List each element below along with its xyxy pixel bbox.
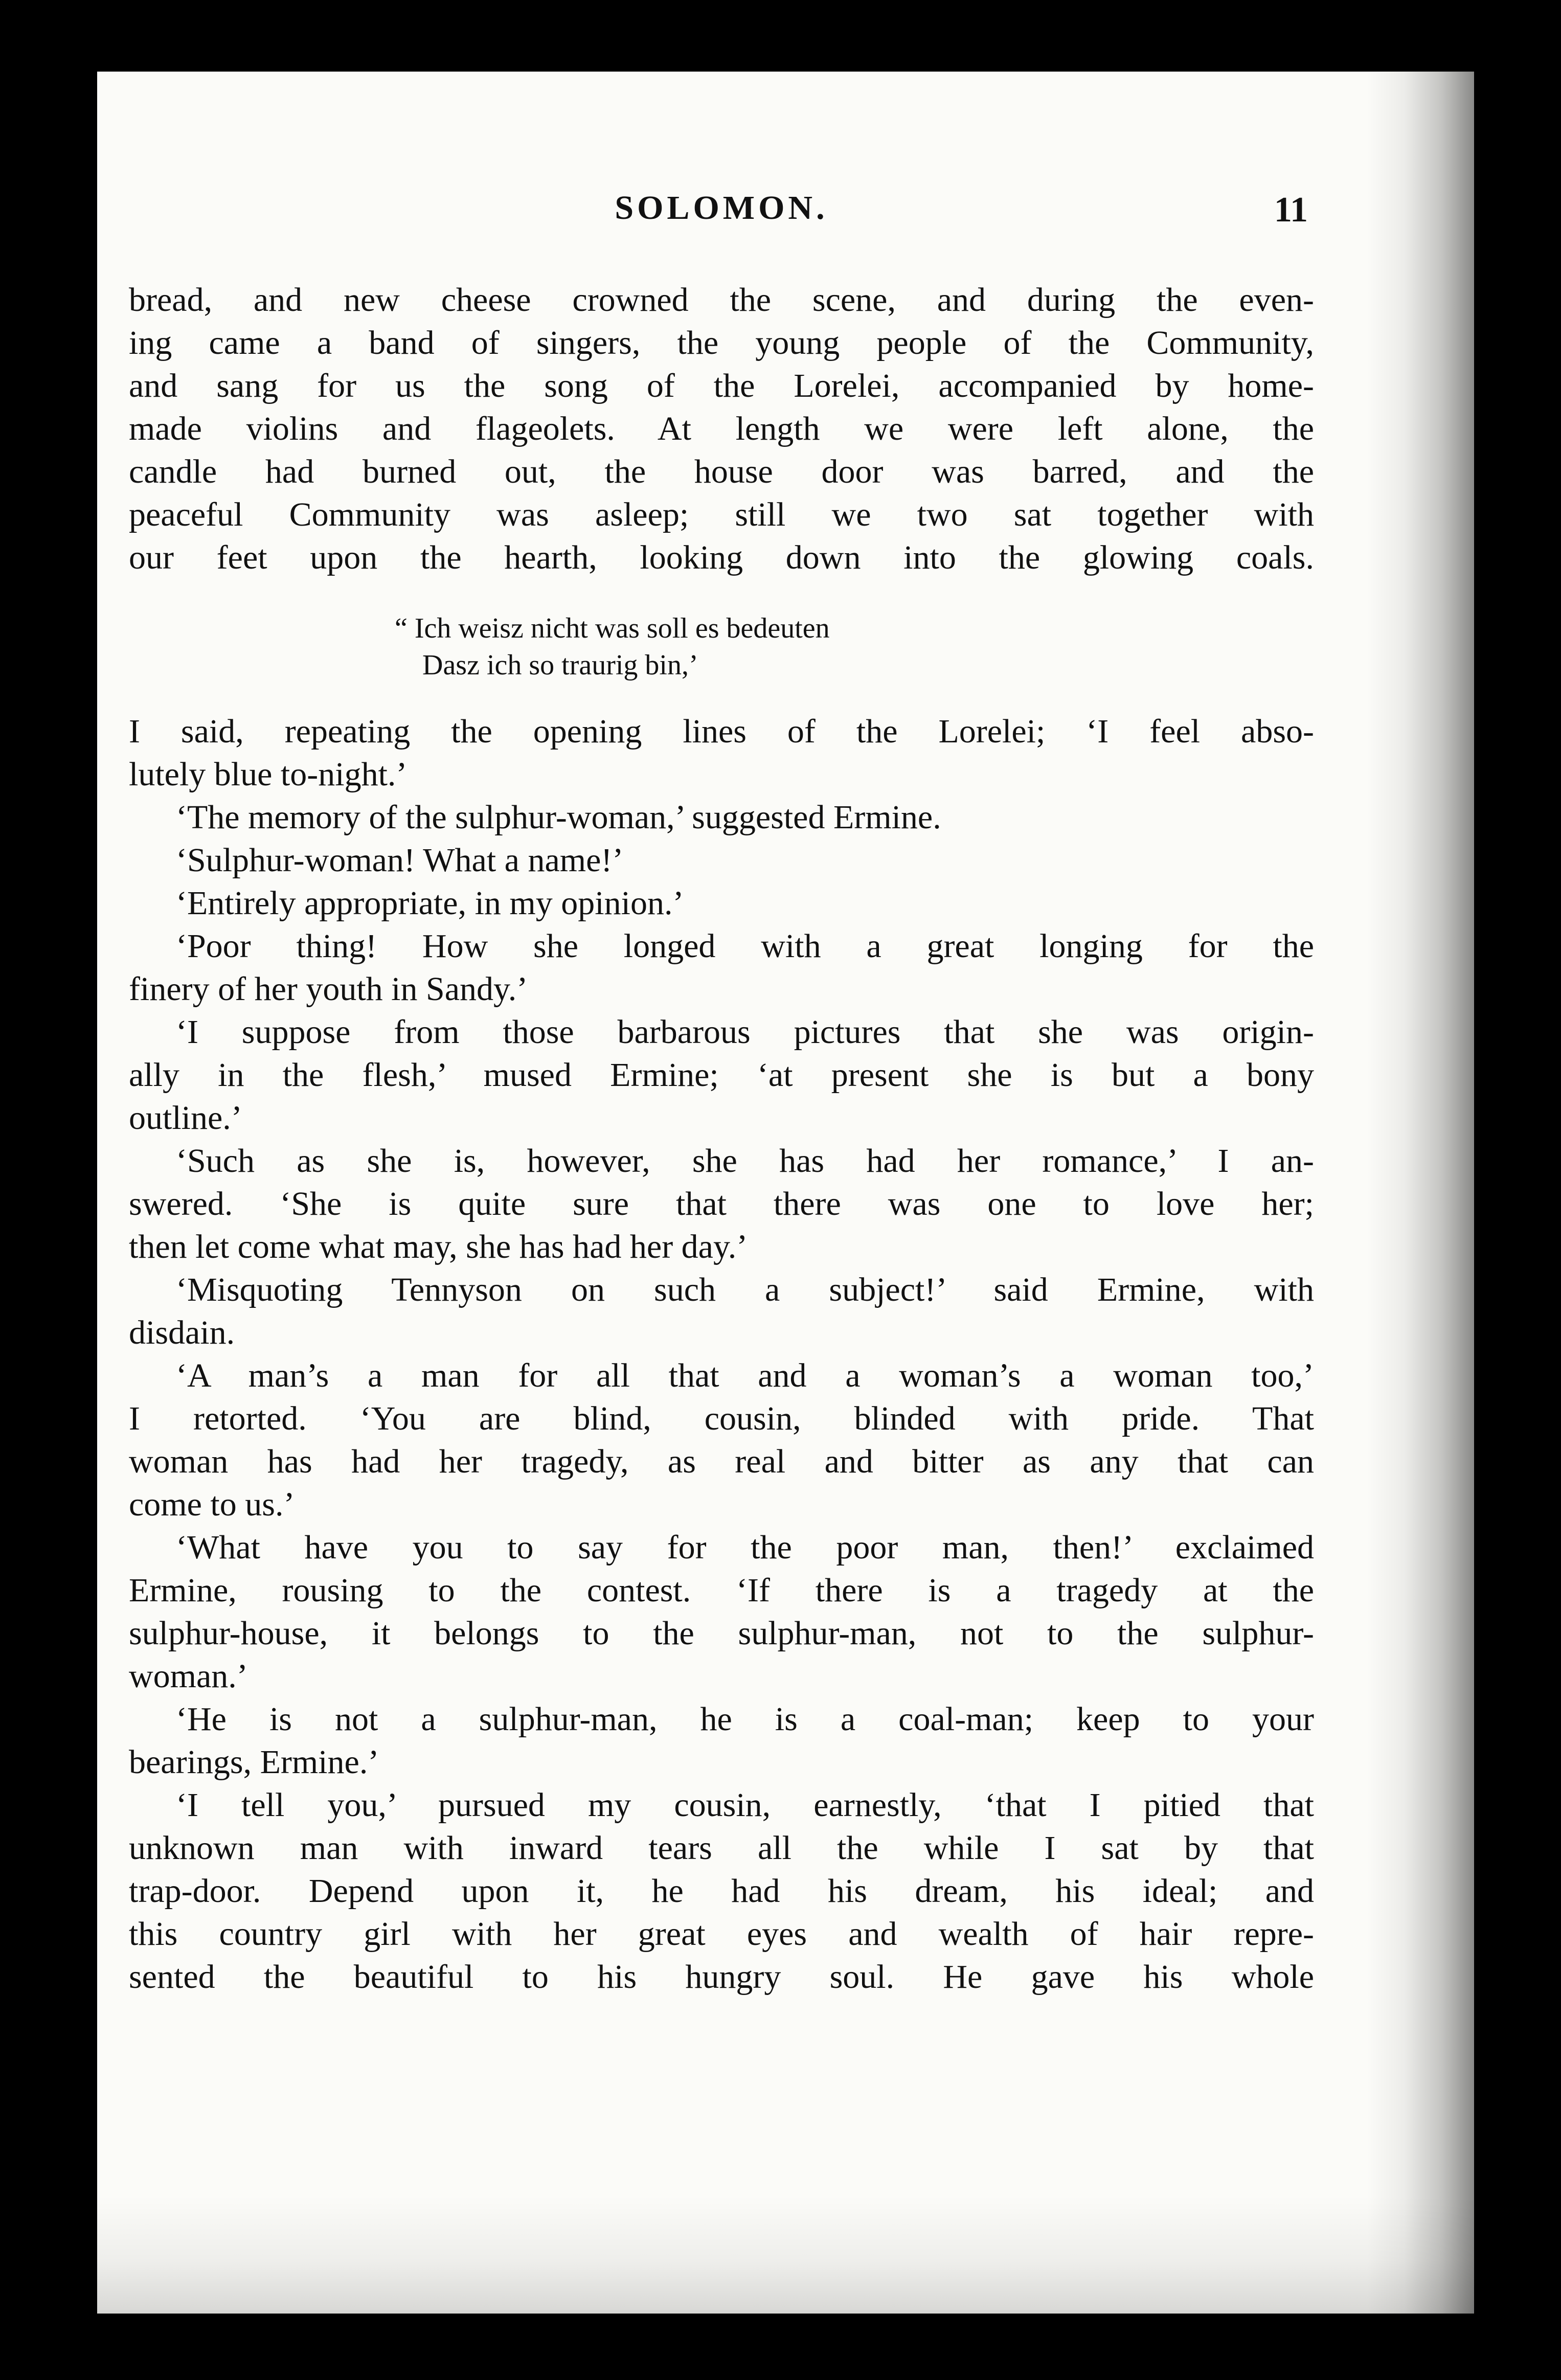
- text-line: come to us.’: [129, 1486, 295, 1523]
- text-line: sented the beautiful to his hungry soul. He gave his whole: [129, 1958, 1314, 1996]
- text-line: ally in the flesh,’ mused Ermine; ‘at present she is but a bony: [129, 1056, 1314, 1094]
- text-line: Ermine, rousing to the contest. ‘If there is a tragedy at the: [129, 1572, 1314, 1609]
- verse-line: “ Ich weisz nicht was soll es bedeuten: [395, 613, 830, 644]
- text-line: woman.’: [129, 1658, 248, 1695]
- page-header: [129, 187, 1314, 248]
- page-spine-shadow: [1367, 72, 1474, 2314]
- text-line: I said, repeating the opening lines of the Lorelei; ‘I feel abso-: [129, 713, 1314, 750]
- text-line: ‘Misquoting Tennyson on such a subject!’ said Ermine, with: [176, 1271, 1314, 1308]
- text-line: ing came a band of singers, the young people of the Community,: [129, 324, 1314, 361]
- text-line: candle had burned out, the house door was barred, and the: [129, 453, 1314, 490]
- text-line: ‘I suppose from those barbarous pictures that she was origin-: [176, 1013, 1314, 1051]
- text-line: I retorted. ‘You are blind, cousin, blinded with pride. That: [129, 1400, 1314, 1437]
- text-line: ‘Entirely appropriate, in my opinion.’: [176, 885, 684, 922]
- text-line: lutely blue to-night.’: [129, 756, 408, 793]
- page-bottom-scan-noise: [97, 2196, 1474, 2314]
- text-line: disdain.: [129, 1314, 235, 1351]
- text-line: woman has had her tragedy, as real and bitter as any that can: [129, 1443, 1314, 1480]
- text-line: made violins and flageolets. At length we were left alone, the: [129, 410, 1314, 447]
- text-line: swered. ‘She is quite sure that there was one to love her;: [129, 1185, 1314, 1222]
- text-line: trap-door. Depend upon it, he had his dream, his ideal; and: [129, 1872, 1314, 1910]
- text-line: ‘Sulphur-woman! What a name!’: [176, 842, 624, 879]
- text-line: bearings, Ermine.’: [129, 1743, 379, 1781]
- text-line: this country girl with her great eyes and wealth of hair repre-: [129, 1915, 1314, 1953]
- book-page: [97, 72, 1474, 2314]
- text-line: unknown man with inward tears all the while I sat by that: [129, 1829, 1314, 1867]
- text-line: and sang for us the song of the Lorelei, accompanied by home-: [129, 367, 1314, 404]
- verse-line: Dasz ich so traurig bin,’: [422, 649, 698, 681]
- text-line: ‘What have you to say for the poor man, then!’ exclaimed: [176, 1529, 1314, 1566]
- text-block: [129, 187, 1314, 1999]
- running-head: SOLOMON.: [615, 189, 828, 226]
- text-line: sulphur-house, it belongs to the sulphur-man, not to the sulphur-: [129, 1615, 1314, 1652]
- text-line: bread, and new cheese crowned the scene, and during the even-: [129, 281, 1314, 319]
- text-line: ‘The memory of the sulphur-woman,’ suggested Ermine.: [176, 799, 941, 836]
- text-line: our feet upon the hearth, looking down into the glowing coals.: [129, 539, 1314, 576]
- text-line: ‘He is not a sulphur-man, he is a coal-man; keep to your: [176, 1701, 1314, 1738]
- text-line: finery of her youth in Sandy.’: [129, 970, 528, 1008]
- page-number: 11: [1274, 190, 1308, 230]
- text-line: outline.’: [129, 1099, 242, 1137]
- text-line: ‘A man’s a man for all that and a woman’s a woman too,’: [176, 1357, 1314, 1394]
- verse-quote: [129, 610, 1314, 684]
- text-line: ‘I tell you,’ pursued my cousin, earnestly, ‘that I pitied that: [176, 1786, 1314, 1824]
- text-line: ‘Such as she is, however, she has had her romance,’ I an-: [176, 1142, 1314, 1180]
- text-line: then let come what may, she has had her day.’: [129, 1228, 748, 1265]
- text-line: peaceful Community was asleep; still we two sat together with: [129, 496, 1314, 533]
- text-line: ‘Poor thing! How she longed with a great longing for the: [176, 927, 1314, 965]
